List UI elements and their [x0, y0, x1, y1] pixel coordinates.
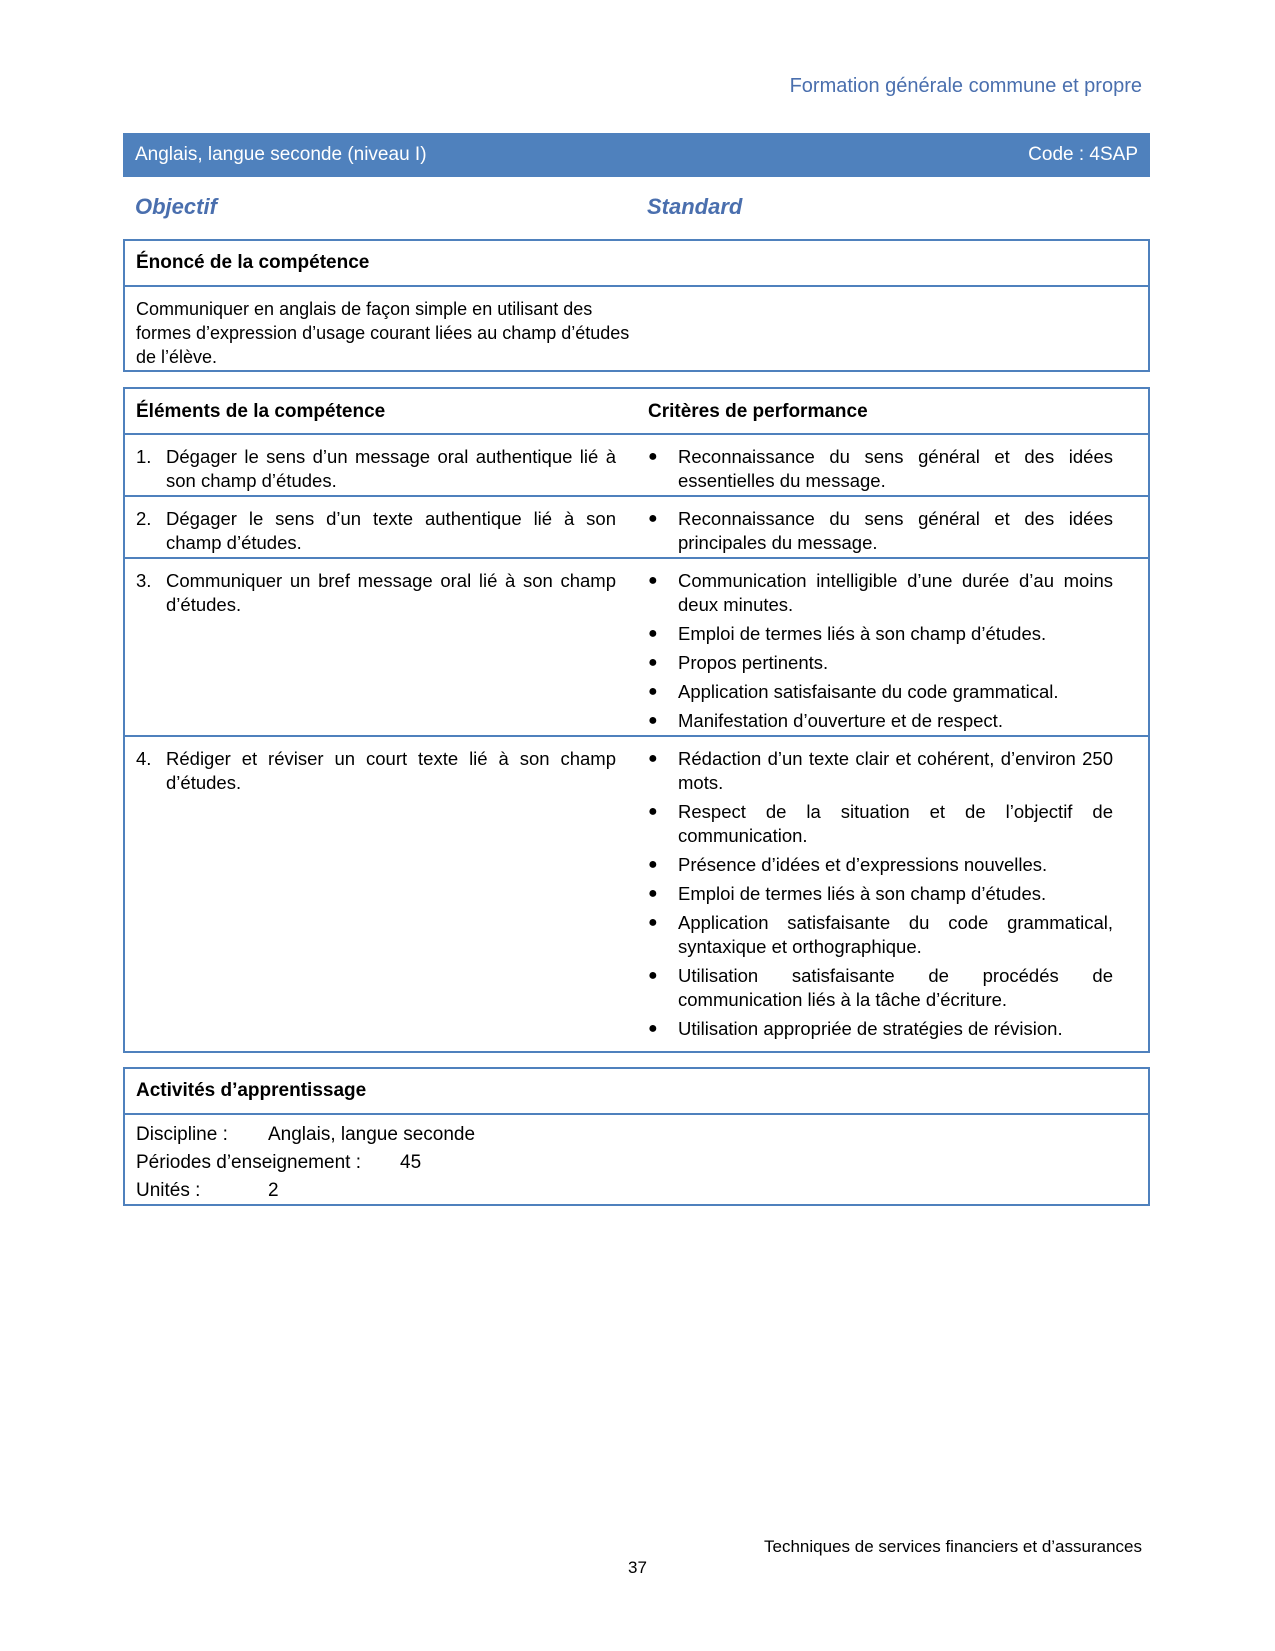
criterion-item: [648, 853, 1113, 877]
element-item: [136, 445, 616, 493]
objective-type-row: [135, 194, 755, 220]
criterion-text: Reconnaissance du sens général et des idées essentielles du message.: [678, 446, 1113, 491]
criterion-item: [648, 882, 1113, 906]
enonce-box: [123, 239, 1150, 372]
standard-label: Standard: [647, 194, 743, 219]
criterion-text: Manifestation d’ouverture et de respect.: [678, 710, 1003, 731]
bullet-icon: ●: [648, 967, 658, 984]
competence-table-header: [125, 389, 1148, 435]
bullet-icon: ●: [648, 1020, 658, 1037]
criterion-text: Application satisfaisante du code grammatical.: [678, 681, 1059, 702]
bullet-icon: ●: [648, 750, 658, 767]
periodes-value: 45: [400, 1152, 422, 1173]
bullet-icon: ●: [648, 856, 658, 873]
criterion-text: Rédaction d’un texte clair et cohérent, d’environ 250 mots.: [678, 748, 1113, 793]
bullet-icon: ●: [648, 885, 658, 902]
competence-table: [123, 387, 1150, 1053]
bullet-icon: ●: [648, 625, 658, 642]
criterion-text: Utilisation satisfaisante de procédés de communication liés à la tâche d’écriture.: [678, 965, 1113, 1010]
bullet-icon: ●: [648, 572, 658, 589]
criterion-text: Présence d’idées et d’expressions nouvelles.: [678, 854, 1048, 875]
criterion-text: Emploi de termes liés à son champ d’études.: [678, 623, 1047, 644]
criterion-text: Utilisation appropriée de stratégies de révision.: [678, 1018, 1063, 1039]
criterion-item: [648, 445, 1113, 493]
criterion-item: [648, 911, 1113, 959]
element-item: [136, 747, 616, 795]
criterion-text: Application satisfaisante du code grammatical, syntaxique et orthographique.: [678, 912, 1113, 957]
criteria-list: [648, 445, 1113, 498]
element-number: 3.: [136, 570, 152, 591]
course-title: Anglais, langue seconde (niveau I): [135, 144, 427, 165]
activities-heading: Activités d’apprentissage: [125, 1069, 1148, 1115]
competence-row: [125, 435, 1148, 497]
unites-label: Unités :: [136, 1180, 201, 1201]
competence-row: [125, 559, 1148, 737]
bullet-icon: ●: [648, 448, 658, 465]
element-text: Dégager le sens d’un message oral authentique lié à son champ d’études.: [166, 446, 616, 491]
unites-line: [136, 1177, 1137, 1205]
element-item: [136, 569, 616, 617]
competence-row: [125, 497, 1148, 559]
discipline-label: Discipline :: [136, 1124, 228, 1145]
element-text: Communiquer un bref message oral lié à son champ d’études.: [166, 570, 616, 615]
activities-box: [123, 1067, 1150, 1206]
criteria-list: [648, 569, 1113, 738]
criterion-item: [648, 651, 1113, 675]
enonce-text: Communiquer en anglais de façon simple en utilisant des formes d’expression d’usage courant liées au champ d’études de l’élève.: [136, 299, 630, 367]
course-banner: [123, 133, 1150, 177]
bullet-icon: ●: [648, 914, 658, 931]
periodes-label: Périodes d’enseignement :: [136, 1152, 361, 1173]
criterion-text: Emploi de termes liés à son champ d’études.: [678, 883, 1047, 904]
element-item: [136, 507, 616, 555]
criteria-heading: Critères de performance: [648, 401, 868, 422]
periodes-line: [136, 1149, 1137, 1177]
criterion-item: [648, 507, 1113, 555]
activities-body: [125, 1115, 1148, 1211]
criterion-text: Reconnaissance du sens général et des idées principales du message.: [678, 508, 1113, 553]
criterion-item: [648, 1017, 1113, 1041]
bullet-icon: ●: [648, 654, 658, 671]
bullet-icon: ●: [648, 803, 658, 820]
criteria-list: [648, 507, 1113, 560]
element-text: Rédiger et réviser un court texte lié à son champ d’études.: [166, 748, 616, 793]
bullet-icon: ●: [648, 683, 658, 700]
enonce-heading: Énoncé de la compétence: [125, 241, 1148, 287]
page-number: 37: [628, 1558, 647, 1577]
competence-row: [125, 737, 1148, 1037]
course-code: Code : 4SAP: [1028, 144, 1138, 165]
objectif-label: Objectif: [135, 194, 217, 219]
criterion-item: [648, 622, 1113, 646]
element-number: 4.: [136, 748, 152, 769]
criteria-list: [648, 747, 1113, 1046]
criterion-item: [648, 709, 1113, 733]
criterion-item: [648, 747, 1113, 795]
element-text: Dégager le sens d’un texte authentique lié à son champ d’études.: [166, 508, 616, 553]
criterion-item: [648, 800, 1113, 848]
footer-program: Techniques de services financiers et d’assurances: [764, 1537, 1142, 1556]
elements-heading: Éléments de la compétence: [136, 401, 386, 422]
criterion-text: Propos pertinents.: [678, 652, 829, 673]
criterion-item: [648, 680, 1113, 704]
element-number: 1.: [136, 446, 152, 467]
unites-value: 2: [268, 1180, 279, 1201]
bullet-icon: ●: [648, 712, 658, 729]
section-header: Formation générale commune et propre: [789, 75, 1142, 97]
bullet-icon: ●: [648, 510, 658, 527]
element-number: 2.: [136, 508, 152, 529]
discipline-value: Anglais, langue seconde: [268, 1124, 476, 1145]
criterion-item: [648, 569, 1113, 617]
criterion-item: [648, 964, 1113, 1012]
criterion-text: Respect de la situation et de l’objectif de communication.: [678, 801, 1113, 846]
criterion-text: Communication intelligible d’une durée d’au moins deux minutes.: [678, 570, 1113, 615]
discipline-line: [136, 1121, 1137, 1149]
